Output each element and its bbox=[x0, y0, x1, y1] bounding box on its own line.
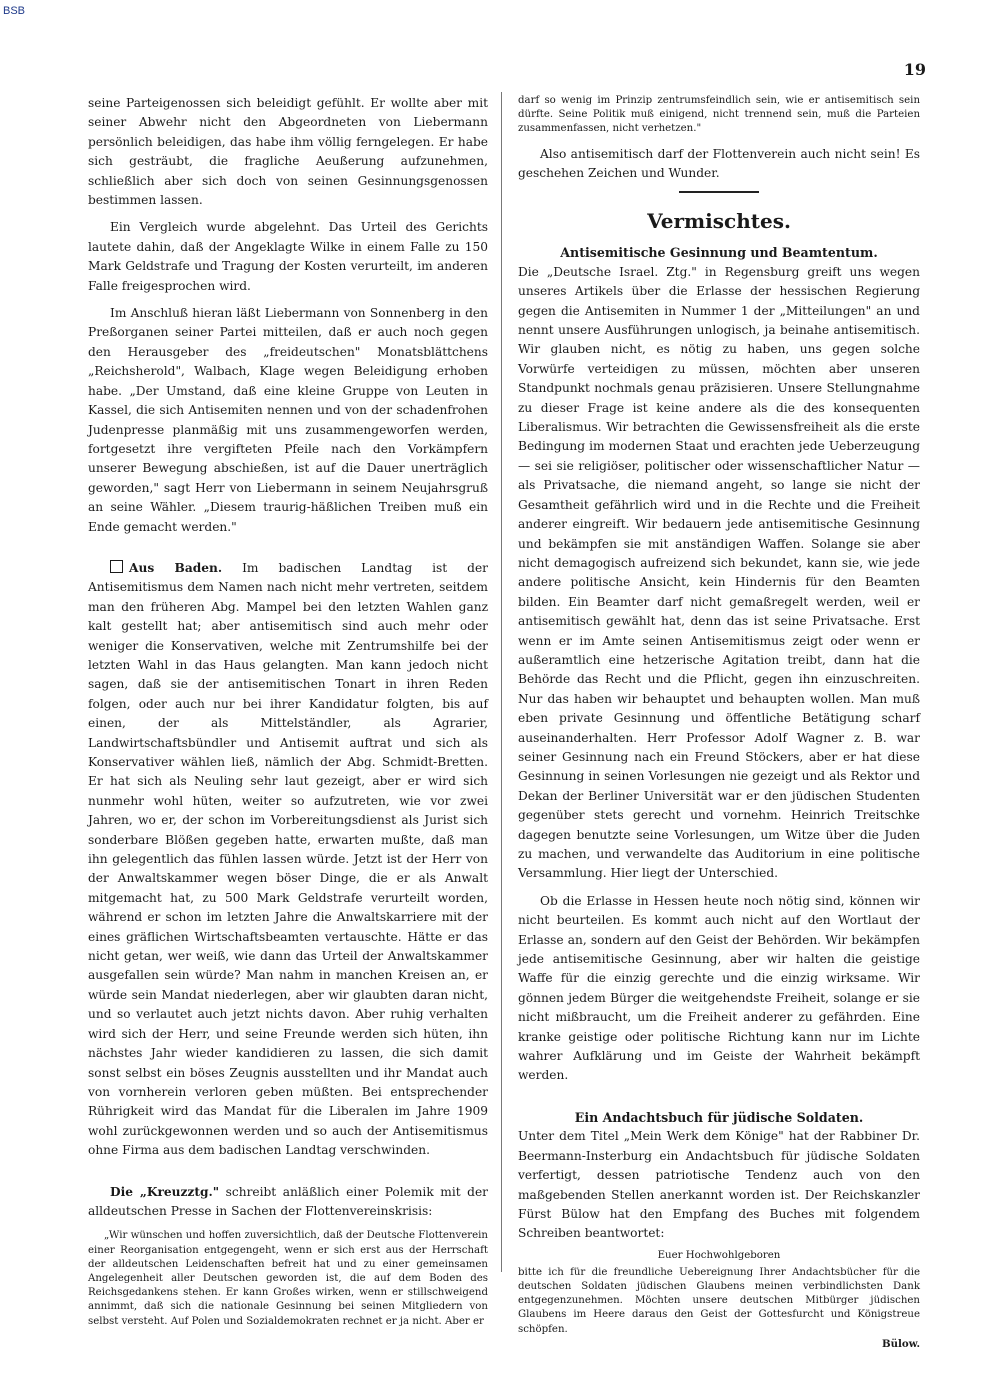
page-number: 19 bbox=[903, 60, 926, 79]
article-kreuzzeitung-body: schreibt anläßlich einer Polemik mit der alldeutschen Presse in Sachen der Flottenvereinskrisis: bbox=[88, 1184, 488, 1218]
paragraph-andachtsbuch: Unter dem Titel „Mein Werk dem Könige" hat der Rabbiner Dr. Beermann-Insterburg ein Andachtsbuch für jüdische Soldaten verfertigt, dessen patriotische Tendenz auch von den maßgebenden Stellen anerkannt worden ist. Der Reichskanzler Fürst Bülow hat den Empfang des Buches mit folgendem Schreiben beantwortet: bbox=[518, 1129, 920, 1241]
section-title: Vermischtes. bbox=[647, 209, 791, 234]
quote-kreuzzeitung: „Wir wünschen und hoffen zuversichtlich, daß der Deutsche Flottenverein einer Reorganisation entgegengeht, wenn er sich erst aus der Herrschaft der alldeutschen Leidenschaften befreit hat und zu einer gemeinsamen Angelegenheit aller Deutschen geworden ist, die auf dem Boden des Reichsgedankens stehen. Er kann Großes wirken, wenn er stillschweigend annimmt, daß sich die nationale Gesinnung bei seinen Mitgliedern von selbst versteht. Auf Polen und Sozialdemokraten rechnet er ja nicht. Aber er bbox=[88, 1230, 488, 1327]
paragraph-beamtentum-1: Die „Deutsche Israel. Ztg." in Regensburg greift uns wegen unseres Artikels über die Erlasse der hessischen Regierung gegen die Antisemiten in Nummer 1 der „Mitteilungen" an und nennt unsere Ausführungen unlogisch, ja beinahe antisemitisch. Wir glauben nicht, es nötig zu haben, uns gegen solche Vorwürfe verteidigen zu müssen, möchten aber unseren Standpunkt nochmals genau präzisieren. Unsere Stellungnahme zu dieser Frage ist keine andere als die des konsequenten Liberalismus. Wir betrachten die Gewissensfreiheit als die erste Bedingung im modernen Staat und erachten jede Ueberzeugung — sei sie religiöser, politischer oder wissenschaftlicher Natur — als Privatsache, die niemand angeht, so lange sie nicht der Gesamtheit gefährlich wird und in die Rechte und die Freiheit anderer eingreift. Wir bedauern jede antisemitische Gesinnung und bekämpfen sie mit anständigen Waffen. Solange sie aber nicht demagogisch aufreizend sich bekundet, kann sie, wie jede andere politische Ansicht, kein Hindernis für den Beamten bilden. Ein Beamter darf nicht gemaßregelt werden, weil er antisemitisch gewählt hat, denn das ist seine Privatsache. Erst wenn er im Amte seinen Antisemitismus zeigt oder wenn er außeramtlich eine hetzerische Agitation treibt, dann hat die Behörde das Recht und die Pflicht, gegen ihn einzuschreiten. Nur das haben wir behauptet und behaupten wollen. Man muß eben private Gesinnung und öffentliche Betätigung scharf auseinanderhalten. Herr Professor Adolf Wagner z. B. war seiner Gesinnung nach ein Freund Stöckers, aber er hat diese Gesinnung in seinen Vorlesungen nie gezeigt und als Rektor und Dekan der Berliner Universität war er den jüdischen Studenten gegenüber stets gerecht und vornehm. Heinrich Treitschke dagegen benutzte seine Vorlesungen, um Witze über die Juden zu machen, und verwandelte das Auditorium in eine politische Versammlung. Hier liegt der Unterschied. bbox=[518, 264, 920, 881]
subheading-andachtsbuch: Ein Andachtsbuch für jüdische Soldaten. bbox=[574, 1109, 864, 1125]
paragraph-verdict: Ein Vergleich wurde abgelehnt. Das Urteil des Gerichts lautete dahin, daß der Angeklagte Wilke in einem Falle zu 150 Mark Geldstrafe und Tragung der Kosten verurteilt, im anderen Falle freigesprochen wird. bbox=[88, 220, 488, 293]
paragraph-conclusion: Also antisemitisch darf der Flottenverein auch nicht sein! Es geschehen Zeichen und Wunder. bbox=[518, 146, 920, 181]
box-marker-icon bbox=[110, 560, 123, 573]
column-divider bbox=[501, 92, 502, 1272]
article-aus-baden-title: Aus Baden. bbox=[129, 560, 223, 575]
quote-continuation: darf so wenig im Prinzip zentrumsfeindlich sein, wie er antisemitisch sein dürfte. Seine Politik muß einigend, nicht trennend sein, muß die Parteien zusammenfassen, nicht verhetzen." bbox=[518, 95, 920, 135]
paragraph-continuation: seine Parteigenossen sich beleidigt gefühlt. Er wollte aber mit seiner Abwehr nicht den Abgeordneten von Liebermann persönlich beleidigen, das habe ihm völlig ferngelegen. Er habe sich gesträubt, die fragliche Aeußerung aufzunehmen, schließlich aber sich doch von seinen Gesinnungsgenossen bestimmen lassen. bbox=[88, 96, 488, 208]
article-aus-baden bbox=[88, 559, 488, 1161]
letter-body: bitte ich für die freundliche Uebereignung Ihrer Andachtsbücher für die deutschen Soldaten jüdischen Glaubens meinen verbindlichsten Dank entgegenzunehmen. Möchten unsere deutschen Mitbürger jüdischen Glaubens im Heere daraus den Geist der Gottesfurcht und Königstreue schöpfen. bbox=[518, 1266, 920, 1335]
article-kreuzzeitung-title: Die „Kreuzztg." bbox=[110, 1184, 220, 1199]
letter-salutation: Euer Hochwohlgeboren bbox=[657, 1249, 781, 1261]
left-column bbox=[88, 94, 488, 1329]
subheading-beamtentum: Antisemitische Gesinnung und Beamtentum. bbox=[560, 245, 878, 261]
article-aus-baden-body: Im badischen Landtag ist der Antisemitismus dem Namen nach nicht mehr vertreten, seitdem man den früheren Abg. Mampel bei den letzten Wahlen ganz kalt gestellt hat; aber antisemitisch sind auch mehr oder weniger die Konservativen, welche mit Zentrumshilfe bei der letzten Wahl in das Haus gelangten. Man kann jedoch nicht sagen, daß sie der antisemitischen Tonart in ihren Reden folgen, oder auch nur bei ihrer Kandidatur folgten, bis auf einen, der als Mittelständler, als Agrarier, Landwirtschaftsbündler und Antisemit auftrat und sich als Konservativer wählen ließ, nämlich der Abg. Schmidt-Bretten. Er hat sich als Neuling sehr laut gezeigt, aber er wird sich nunmehr wohl hüten, weiter so aufzutreten, wie vor zwei Jahren, wo er, der schon im Vorbereitungsdienst als Jurist sich sonderbare Blößen gegeben hatte, erwarten mußte, daß man ihn gelegentlich das fühlen lassen würde. Jetzt ist der Herr von der Anwaltskammer wegen böser Dinge, die er als Anwalt mitgemacht hat, zu 500 Mark Geldstrafe verurteilt worden, während er schon im letzten Jahre die Anwaltskarriere mit der eines gräflichen Wirtschaftsbeamten vertauschte. Hätte er das nicht getan, wer weiß, wie dann das Urteil der Anwaltskammer ausgefallen sein würde? Man nahm in manchen Kreisen an, er würde sein Mandat niederlegen, aber wir glaubten daran nicht, und so verlautet auch jetzt nichts davon. Aber ruhig verhalten wird sich der Herr, und seine Freunde werden sich hüten, ihn nächstes Jahr wieder kandidieren zu lassen, die sich damit sonst selbst ein böses Zeugnis ausstellten und ihr Mandat auch von vornherein verloren geben müßten. Bei entsprechender Rührigkeit wird das Mandat für die Liberalen im Jahre 1909 wohl zurückgewonnen werden und so auch der Antisemitismus ohne Firma aus dem badischen Landtag verschwinden. bbox=[88, 560, 489, 1158]
library-logo: BSB bbox=[0, 0, 33, 22]
letter-signature: Bülow. bbox=[882, 1337, 920, 1350]
paragraph-liebermann: Im Anschluß hieran läßt Liebermann von Sonnenberg in den Preßorganen seiner Partei mitteilen, daß er auch noch gegen den Herausgeber des „freideutschen" Monatsblättchens „Reichsherold", Walbach, Klage wegen Beleidigung erhoben habe. „Der Umstand, daß eine kleine Gruppe von Leuten in Kassel, die sich Antisemiten nennen und von der schadenfrohen Judenpresse planmäßig mit uns zusammengeworfen werden, fortgesetzt ihre vergifteten Pfeile nach den Vorkämpfern unserer Bewegung abschießen, ist auf die Dauer unerträglich geworden," sagt Herr von Liebermann in seinem Neujahrsgruß an seine Wähler. „Diesem traurig-häßlichen Treiben muß ein Ende gemacht werden." bbox=[88, 306, 488, 534]
right-column bbox=[518, 94, 920, 1351]
article-kreuzzeitung bbox=[88, 1183, 488, 1222]
paragraph-beamtentum-2: Ob die Erlasse in Hessen heute noch nötig sind, können wir nicht beurteilen. Es kommt auch nicht auf den Wortlaut der Erlasse an, sondern auf den Geist der Behörden. Wir bekämpfen jede antisemitische Gesinnung, aber wir halten die geistige Waffe für die einzig gerechte und die einzig wirksame. Wir gönnen jedem Bürger die weitgehendste Freiheit, solange er sie nicht mißbraucht, um die Freiheit anderer zu gefährden. Eine kranke geistige oder politische Richtung kann nur im Lichte wahrer Aufklärung und im Geiste der Wahrheit bekämpft werden. bbox=[518, 893, 920, 1083]
